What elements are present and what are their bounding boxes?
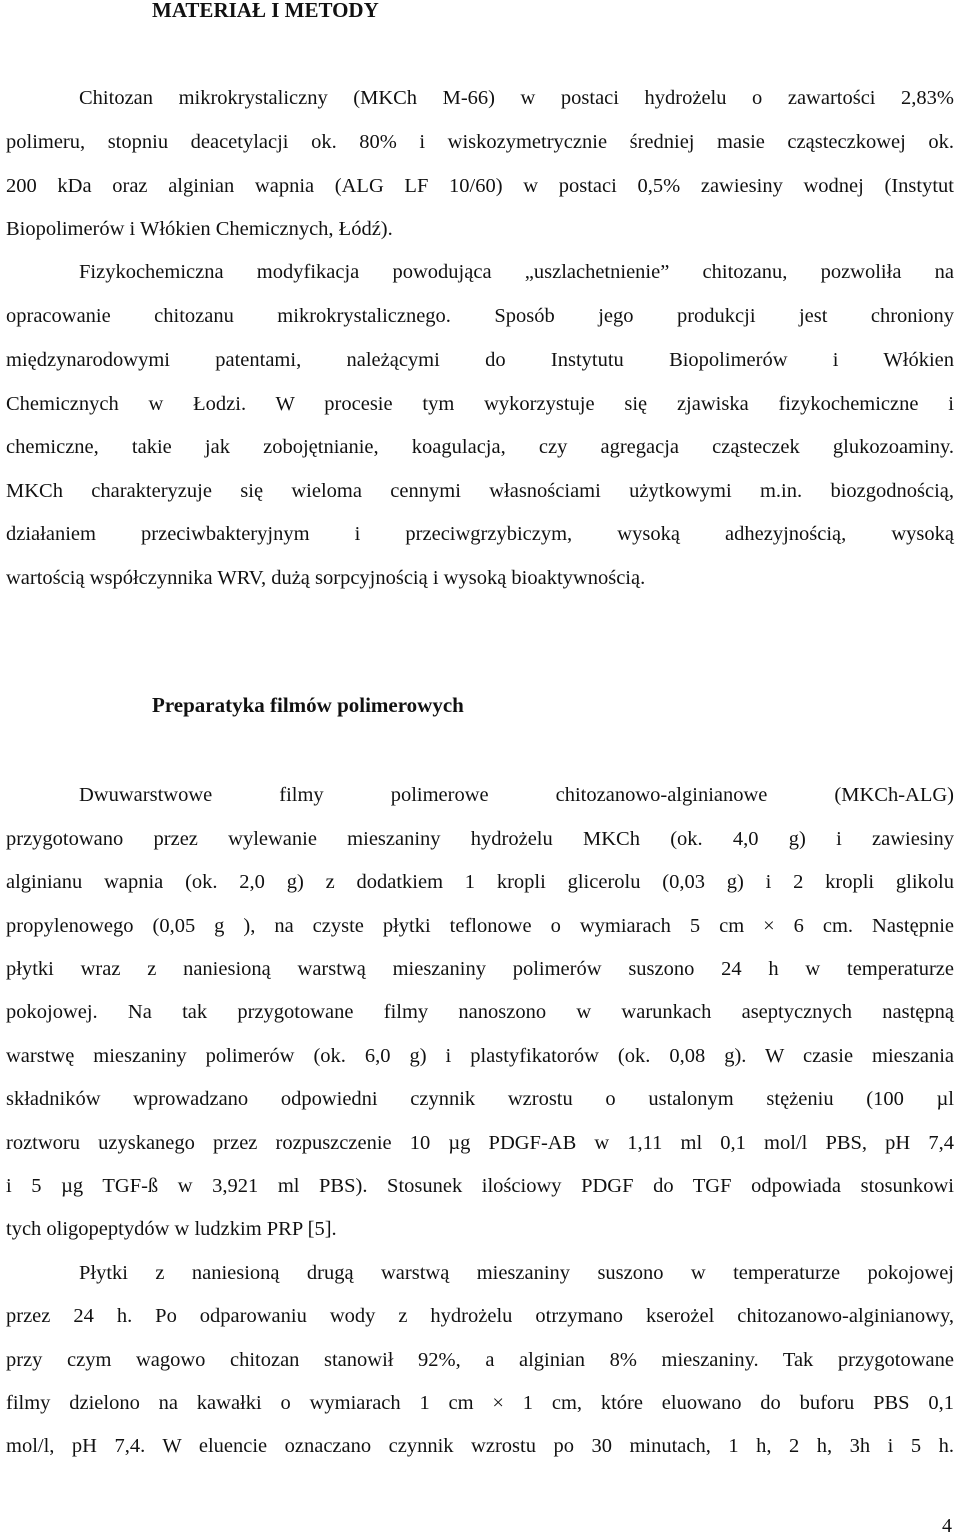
paragraph-line: przy czym wagowo chitozan stanowił 92%, a alginian 8% mieszaniny. Tak przygotowane [6,1349,954,1371]
paragraph-line: międzynarodowymi patentami, należącymi do Instytutu Biopolimerów i Włókien [6,349,954,371]
paragraph-line: przez 24 h. Po odparowaniu wody z hydrożelu otrzymano kserożel chitozanowo-alginianowy, [6,1305,954,1327]
paragraph-line: opracowanie chitozanu mikrokrystalicznego. Sposób jego produkcji jest chroniony [6,305,954,327]
paragraph-line: wartością współczynnika WRV, dużą sorpcyjnością i wysoką bioaktywnością. [6,567,646,589]
paragraph-line: Płytki z naniesioną drugą warstwą mieszaniny suszono w temperaturze pokojowej [79,1262,954,1284]
paragraph-line: Biopolimerów i Włókien Chemicznych, Łódź). [6,218,393,240]
paragraph-line: chemiczne, takie jak zobojętnianie, koagulacja, czy agregacja cząsteczek glukozoaminy. [6,436,954,458]
paragraph-line: alginianu wapnia (ok. 2,0 g) z dodatkiem 1 kropli glicerolu (0,03 g) i 2 kropli glikolu [6,871,954,893]
paragraph-line: Chitozan mikrokrystaliczny (MKCh M-66) w postaci hydrożelu o zawartości 2,83% [79,87,954,109]
paragraph-line: mol/l, pH 7,4. W eluencie oznaczano czynnik wzrostu po 30 minutach, 1 h, 2 h, 3h i 5 h. [6,1435,954,1457]
paragraph-line: 200 kDa oraz alginian wapnia (ALG LF 10/60) w postaci 0,5% zawiesiny wodnej (Instytut [6,175,954,197]
paragraph-line: i 5 µg TGF-ß w 3,921 ml PBS). Stosunek ilościowy PDGF do TGF odpowiada stosunkowi [6,1175,954,1197]
paragraph-line: działaniem przeciwbakteryjnym i przeciwgrzybiczym, wysoką adhezyjnością, wysoką [6,523,954,545]
subsection-heading: Preparatyka filmów polimerowych [152,693,464,717]
page-number: 4 [942,1515,952,1537]
paragraph-line: MKCh charakteryzuje się wieloma cennymi własnościami użytkowymi m.in. biozgodnością, [6,480,954,502]
paragraph-line: filmy dzielono na kawałki o wymiarach 1 cm × 1 cm, które eluowano do buforu PBS 0,1 [6,1392,954,1414]
section-heading: MATERIAŁ I METODY [152,0,379,22]
paragraph-line: przygotowano przez wylewanie mieszaniny hydrożelu MKCh (ok. 4,0 g) i zawiesiny [6,828,954,850]
paragraph-line: Chemicznych w Łodzi. W procesie tym wykorzystuje się zjawiska fizykochemiczne i [6,393,954,415]
paragraph-line: tych oligopeptydów w ludzkim PRP [5]. [6,1218,337,1240]
paragraph-line: Fizykochemiczna modyfikacja powodująca „uszlachetnienie” chitozanu, pozwoliła na [79,261,954,283]
paragraph-line: propylenowego (0,05 g ), na czyste płytki teflonowe o wymiarach 5 cm × 6 cm. Następnie [6,915,954,937]
paragraph-line: roztworu uzyskanego przez rozpuszczenie 10 µg PDGF-AB w 1,11 ml 0,1 mol/l PBS, pH 7,4 [6,1132,954,1154]
paragraph-line: Dwuwarstwowe filmy polimerowe chitozanowo-alginianowe (MKCh-ALG) [79,784,954,806]
paragraph-line: warstwę mieszaniny polimerów (ok. 6,0 g) i plastyfikatorów (ok. 0,08 g). W czasie mieszania [6,1045,954,1067]
paragraph-line: pokojowej. Na tak przygotowane filmy nanoszono w warunkach aseptycznych następną [6,1001,954,1023]
paragraph-line: składników wprowadzano odpowiedni czynnik wzrostu o ustalonym stężeniu (100 µl [6,1088,954,1110]
paragraph-line: polimeru, stopniu deacetylacji ok. 80% i wiskozymetrycznie średniej masie cząsteczkowej ok. [6,131,954,153]
paragraph-line: płytki wraz z naniesioną warstwą mieszaniny polimerów suszono 24 h w temperaturze [6,958,954,980]
